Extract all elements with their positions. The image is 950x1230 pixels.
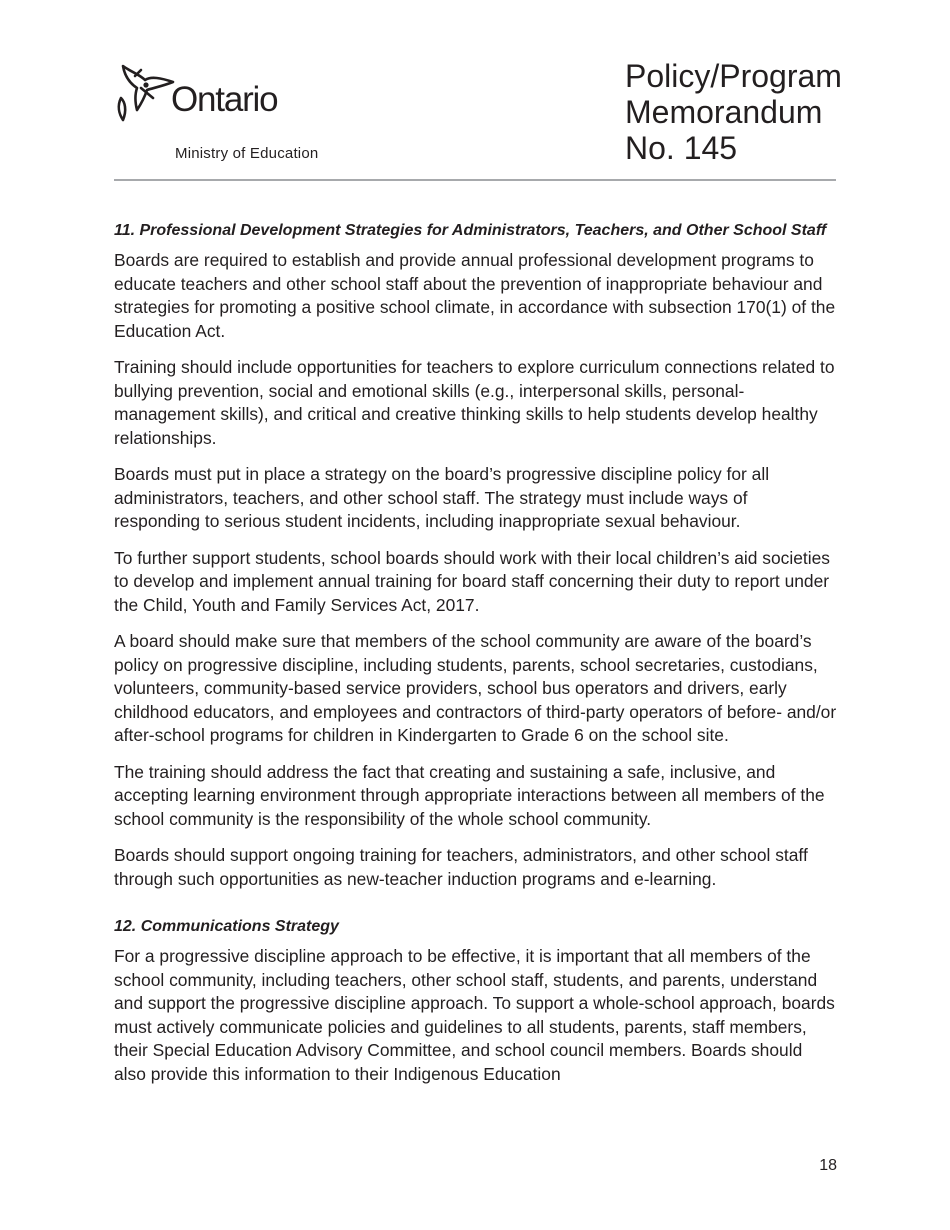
- trillium-icon: [113, 62, 175, 124]
- main-content: [114, 219, 838, 1099]
- paragraph: A board should make sure that members of the school community are aware of the board’s policy on progressive discipline, including students, parents, school secretaries, custodians, volunteers, community-based service providers, school bus operators and drivers, early childhood educators, and employees and contractors of third-party operators of before- and/or after-school programs for children in Kindergarten to Grade 6 on the school site.: [114, 631, 837, 745]
- paragraph: Training should include opportunities for teachers to explore curriculum connections related to bullying prevention, social and emotional skills (e.g., interpersonal skills, personal-management skills), and critical and creative thinking skills to help students develop healthy relationships.: [114, 357, 835, 448]
- section-heading: 11. Professional Development Strategies for Administrators, Teachers, and Other School Staff: [114, 222, 827, 239]
- memo-title-line: Memorandum: [625, 94, 823, 130]
- header-divider: [114, 179, 836, 181]
- paragraph: For a progressive discipline approach to be effective, it is important that all members of the school community, including teachers, other school staff, students, and parents, understand and support the progressive discipline approach. To support a whole-school approach, boards must actively communicate policies and guidelines to all students, parents, staff members, their Special Education Advisory Committee, and school council members. Boards should also provide this information to their Indigenous Education: [114, 946, 835, 1084]
- paragraph: Boards should support ongoing training for teachers, administrators, and other school staff through such opportunities as new-teacher induction programs and e-learning.: [114, 845, 808, 889]
- memo-title-line: No. 145: [625, 130, 738, 166]
- paragraph: Boards must put in place a strategy on the board’s progressive discipline policy for all administrators, teachers, and other school staff. The strategy must include ways of responding to serious student incidents, including inappropriate sexual behaviour.: [114, 464, 770, 531]
- page-number: 18: [819, 1157, 837, 1174]
- ministry-name: Ministry of Education: [175, 145, 319, 162]
- paragraph: Boards are required to establish and provide annual professional development programs to educate teachers and other school staff about the prevention of inappropriate behaviour and strategies for promoting a positive school climate, in accordance with subsection 170(1) of the Education Act.: [114, 250, 836, 341]
- section-heading: 12. Communications Strategy: [114, 918, 339, 935]
- logo-wordmark: Ontario: [171, 80, 278, 119]
- paragraph: The training should address the fact that creating and sustaining a safe, inclusive, and accepting learning environment through appropriate interactions between all members of the school community is the responsibility of the whole school community.: [114, 761, 825, 829]
- paragraph: To further support students, school boards should work with their local children’s aid societies to develop and implement annual training for board staff concerning their duty to report under the Child, Youth and Family Services Act, 2017.: [114, 547, 830, 615]
- memo-title-line: Policy/Program: [625, 58, 842, 94]
- memo-title: [625, 58, 885, 166]
- ontario-logo: [113, 60, 373, 170]
